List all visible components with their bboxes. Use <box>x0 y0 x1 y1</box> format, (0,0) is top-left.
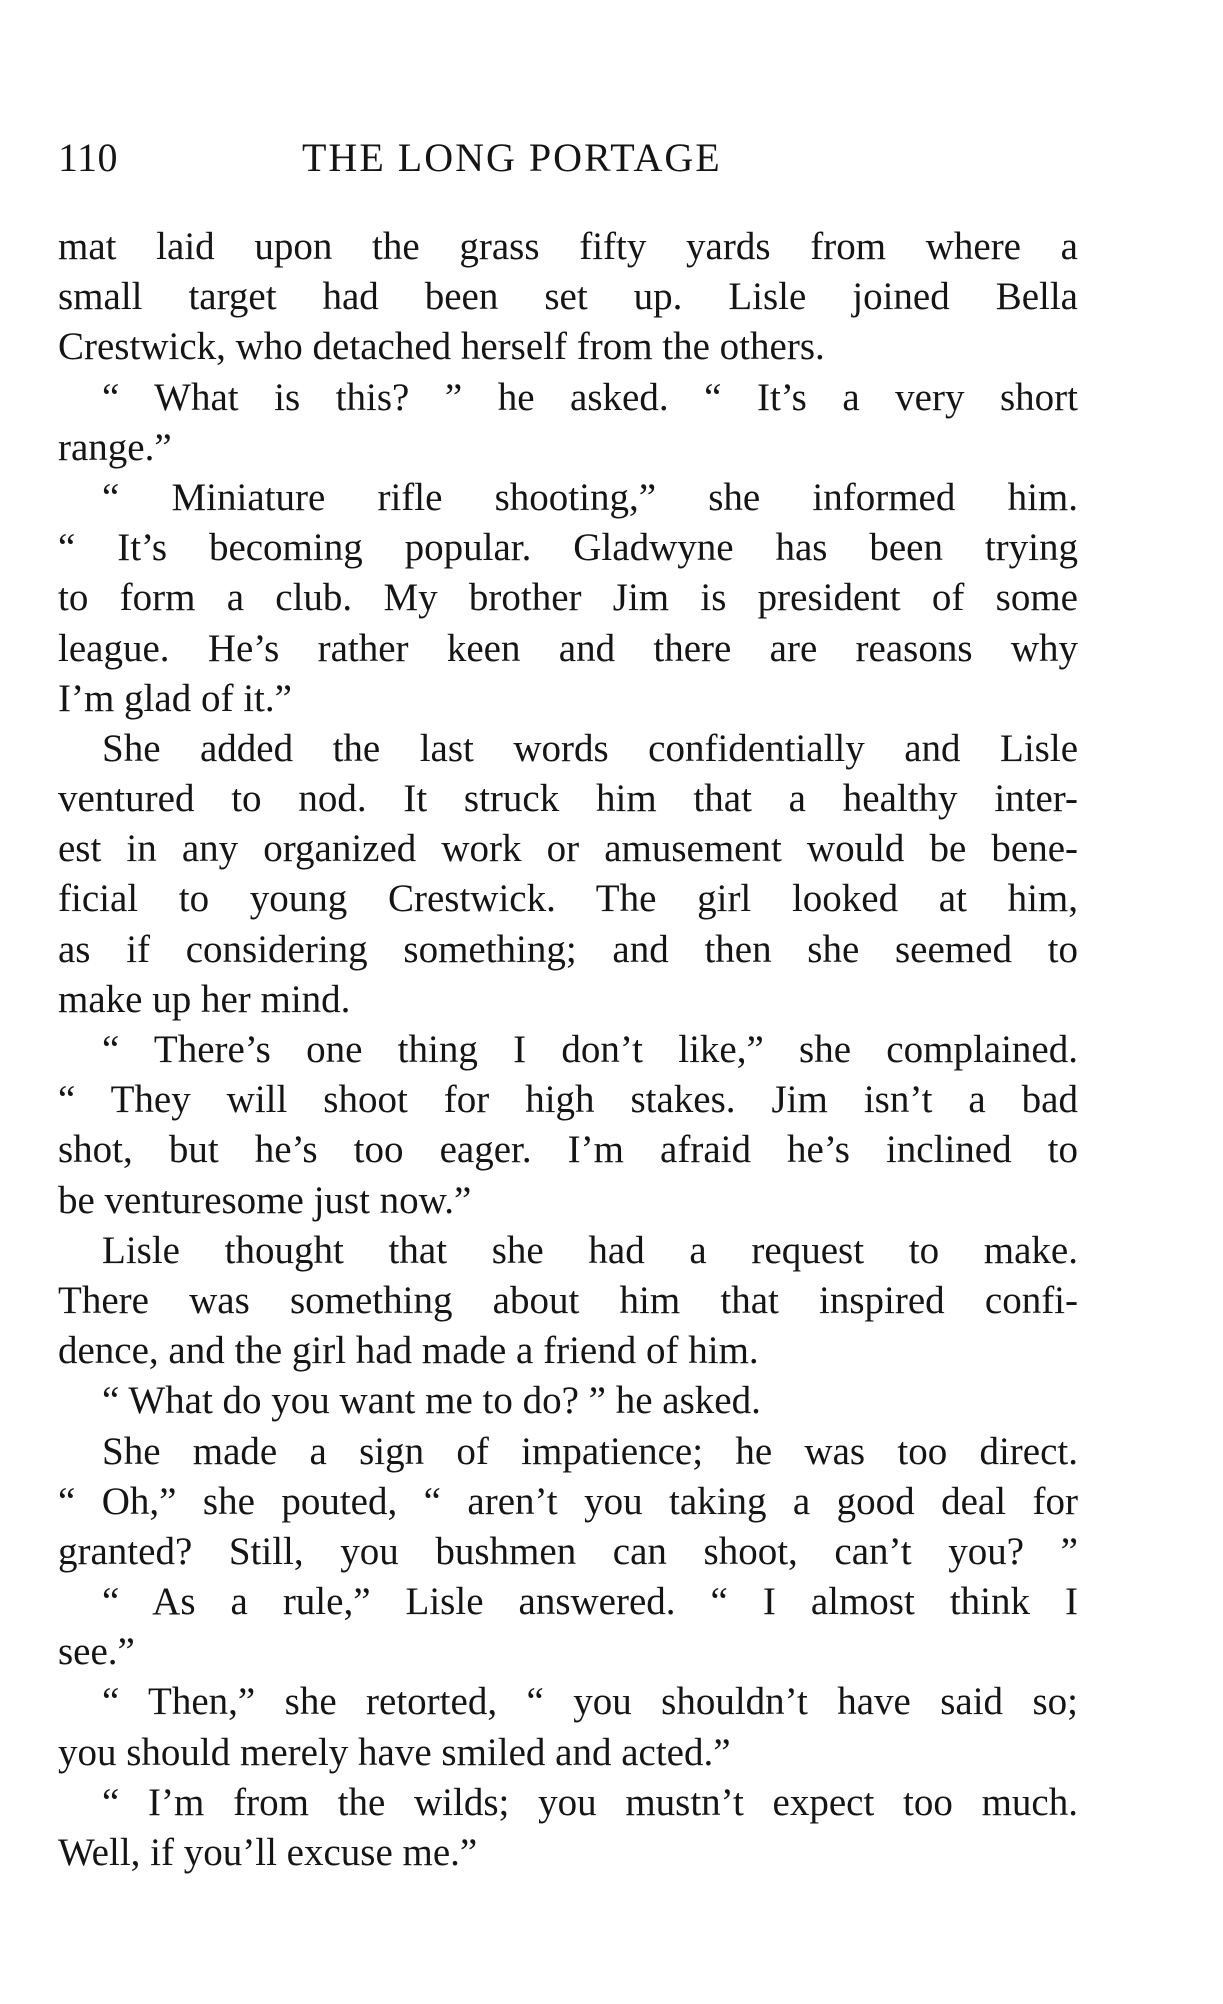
body-text <box>58 222 1078 1878</box>
text-line: ficial to young Crestwick. The girl looked at him, <box>58 877 1078 921</box>
text-line: Well, if you’ll excuse me.” <box>58 1831 478 1874</box>
text-line: mat laid upon the grass fifty yards from where a <box>58 225 1078 268</box>
text-line: “ There’s one thing I don’t like,” she complained. <box>102 1028 1078 1071</box>
text-line: Crestwick, who detached herself from the others. <box>58 325 825 369</box>
text-line: to form a club. My brother Jim is president of some <box>58 576 1078 620</box>
text-line: There was something about him that inspired confi- <box>58 1278 1078 1322</box>
text-line: “ They will shoot for high stakes. Jim isn’t a bad <box>58 1078 1078 1122</box>
text-line: She made a sign of impatience; he was too direct. <box>102 1429 1078 1473</box>
text-line: see.” <box>58 1630 135 1674</box>
text-line: you should merely have smiled and acted.” <box>58 1730 731 1774</box>
text-line: Lisle thought that she had a request to make. <box>102 1228 1078 1272</box>
text-line: league. He’s rather keen and there are reasons why <box>58 626 1078 670</box>
text-line: I’m glad of it.” <box>58 676 292 720</box>
text-line: “ Miniature rifle shooting,” she informed him. <box>102 475 1078 519</box>
text-line: “ As a rule,” Lisle answered. “ I almost think I <box>102 1580 1078 1624</box>
text-line: She added the last words confidentially and Lisle <box>102 726 1078 770</box>
text-line: “ Oh,” she pouted, “ aren’t you taking a good deal for <box>58 1479 1078 1523</box>
text-line: make up her mind. <box>58 977 351 1021</box>
page-number: 110 <box>58 135 119 180</box>
text-line: “ Then,” she retorted, “ you shouldn’t have said so; <box>102 1680 1078 1724</box>
running-head <box>58 128 1078 188</box>
text-line: “ I’m from the wilds; you mustn’t expect too much. <box>102 1780 1078 1824</box>
text-line: dence, and the girl had made a friend of him. <box>58 1329 759 1373</box>
text-line: shot, but he’s too eager. I’m afraid he’s inclined to <box>58 1128 1078 1172</box>
running-title: THE LONG PORTAGE <box>302 135 722 180</box>
text-line: as if considering something; and then she seemed to <box>58 927 1078 971</box>
text-line: range.” <box>58 425 172 469</box>
text-line: “ It’s becoming popular. Gladwyne has been trying <box>58 526 1078 570</box>
text-line: “ What do you want me to do? ” he asked. <box>102 1379 761 1423</box>
text-line: “ What is this? ” he asked. “ It’s a very short <box>102 375 1078 419</box>
text-line: granted? Still, you bushmen can shoot, can’t you? ” <box>58 1529 1078 1573</box>
text-line: est in any organized work or amusement would be bene- <box>58 827 1078 871</box>
text-line: small target had been set up. Lisle joined Bella <box>58 275 1078 319</box>
text-line: be venturesome just now.” <box>58 1178 472 1222</box>
text-line: ventured to nod. It struck him that a healthy inter- <box>58 777 1078 821</box>
